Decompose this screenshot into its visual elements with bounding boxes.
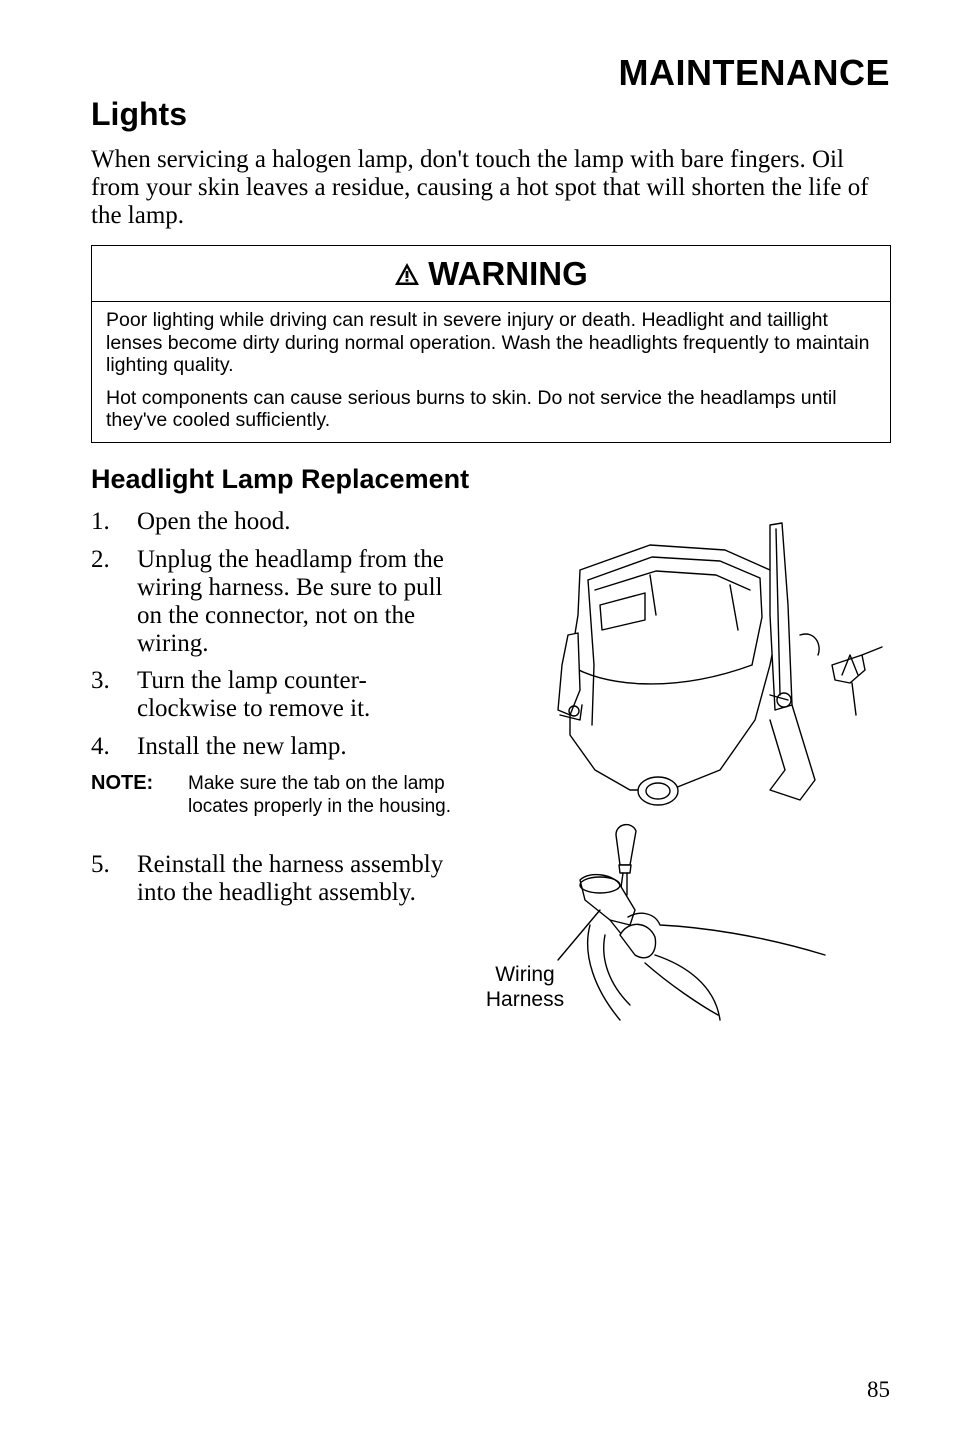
- headlight-housing: [570, 545, 780, 790]
- step-item: [91, 851, 451, 907]
- step-text: Unplug the headlamp from the wiring harness. Be sure to pull on the connector, not on the wiring.: [137, 546, 444, 657]
- step-number: 3.: [91, 667, 110, 694]
- procedure-title: Headlight Lamp Replacement: [91, 464, 470, 494]
- note-label: NOTE:: [91, 772, 154, 794]
- note-text: Make sure the tab on the lamp locates properly in the housing.: [188, 773, 451, 817]
- step-text: Open the hood.: [137, 508, 291, 535]
- mounting-bracket: [770, 523, 882, 800]
- note: [91, 772, 451, 818]
- step-item: [91, 667, 451, 723]
- step-item: [91, 546, 451, 658]
- step-number: 5.: [91, 851, 110, 878]
- hand-illustration: [588, 913, 825, 1020]
- warning-paragraph: Hot components can cause serious burns to skin. Do not service the headlamps until they've cooled sufficiently.: [106, 386, 837, 431]
- step-item: [91, 508, 451, 536]
- lamp-socket: [638, 777, 678, 805]
- step-text: Reinstall the harness assembly into the headlight assembly.: [137, 851, 444, 906]
- headlight-illustration: [470, 515, 900, 1025]
- page-number: 85: [867, 1377, 890, 1402]
- intro-paragraph: When servicing a halogen lamp, don't touch the lamp with bare fingers. Oil from your skin leaves a residue, causing a hot spot that will shorten the life of the lamp.: [91, 146, 869, 229]
- warning-paragraph: Poor lighting while driving can result in severe injury or death. Headlight and taillight lenses become dirty during normal operation. Wash the headlights frequently to maintain lighting quality.: [106, 309, 870, 376]
- step-number: 1.: [91, 508, 110, 535]
- warning-header: [92, 246, 890, 302]
- step-item: [91, 733, 451, 761]
- warning-box: [91, 245, 891, 443]
- step-text: Turn the lamp counter-clockwise to remove it.: [137, 667, 371, 722]
- callout-leader: [558, 910, 600, 960]
- warning-triangle-icon: [394, 262, 420, 286]
- page-title: Lights: [91, 96, 187, 132]
- section-header: MAINTENANCE: [618, 52, 890, 93]
- warning-title: WARNING: [428, 254, 588, 292]
- step-number: 4.: [91, 733, 110, 760]
- step-text: Install the new lamp.: [137, 733, 347, 760]
- step-number: 2.: [91, 546, 110, 573]
- wiring-harness-callout: Wiring Harness: [485, 963, 565, 1011]
